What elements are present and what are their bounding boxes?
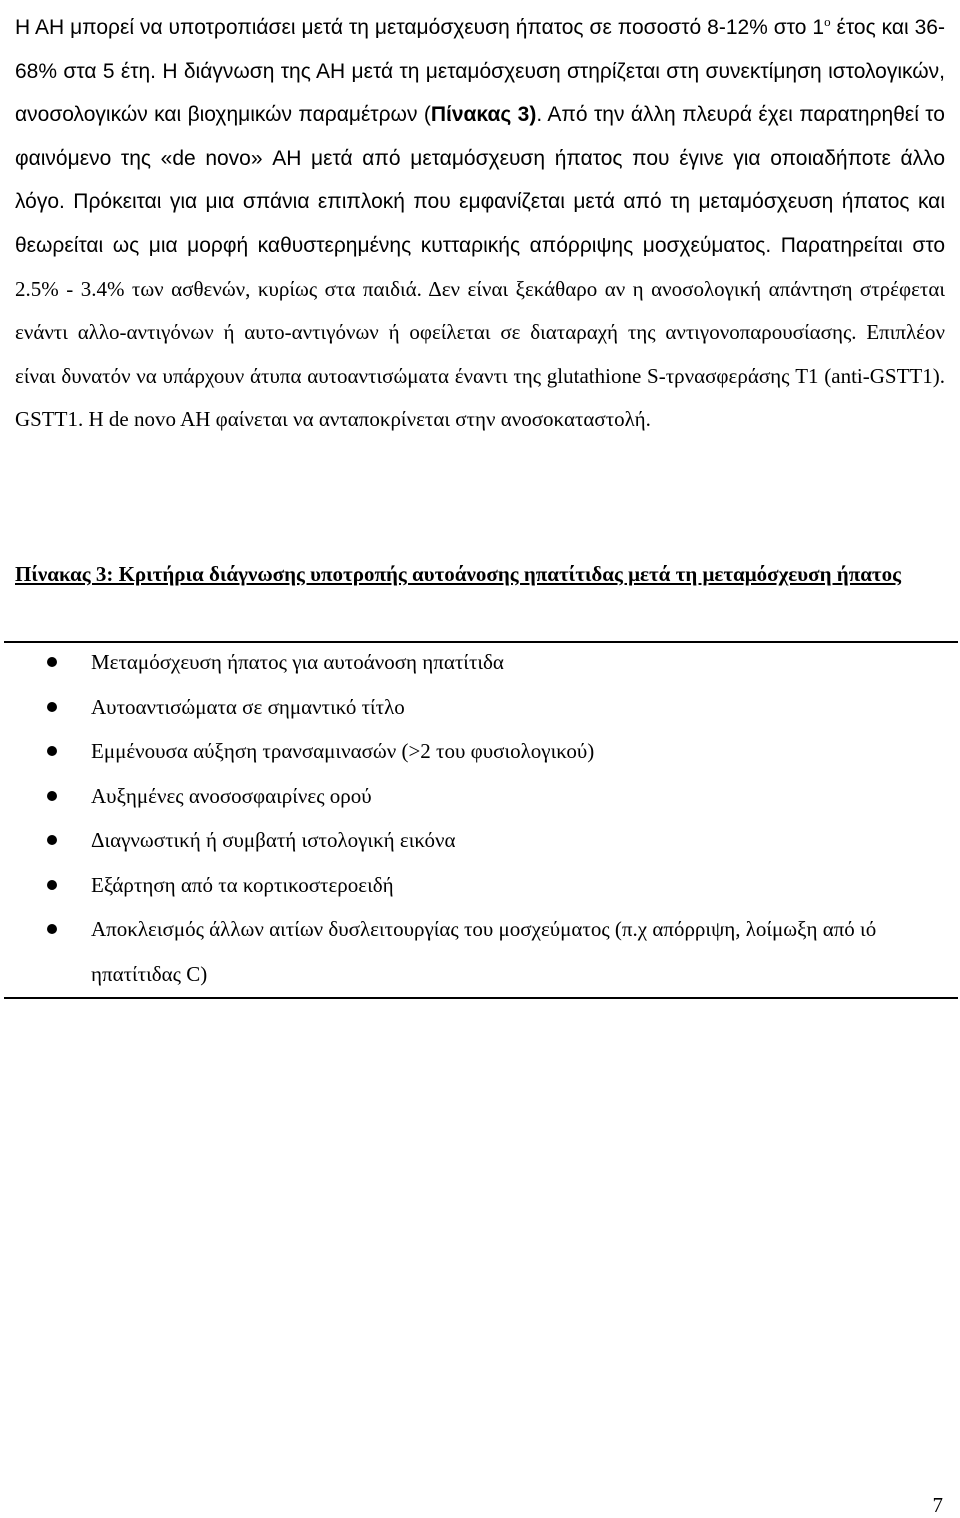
bullet-icon [47, 702, 57, 712]
criteria-item [0, 818, 891, 863]
bullet-icon [47, 791, 57, 801]
bullet-icon [47, 880, 57, 890]
criteria-item-text: Αυτοαντισώματα σε σημαντικό τίτλο [91, 694, 405, 719]
criteria-item [0, 685, 891, 730]
table-reference: Πίνακας 3) [430, 103, 537, 127]
criteria-item-text: Εμμένουσα αύξηση τρανσαμινασών (>2 του φυσιολογικού) [91, 739, 595, 763]
paragraph-part2: έτος και 36-68% στα 5 έτη. Η διάγνωση της ΑΗ μετά τη μεταμόσχευση στηρίζεται στη συνεκτίμηση ιστολογικών, ανοσολογικών και βιοχημικών παραμέτρων ( [15, 16, 945, 127]
bullet-icon [47, 835, 57, 845]
criteria-item [0, 863, 891, 908]
bullet-icon [47, 924, 57, 934]
bullet-icon [47, 746, 57, 756]
page-number: 7 [932, 1493, 943, 1517]
criteria-item-text: Μεταμόσχευση ήπατος για αυτοάνοση ηπατίτιδα [91, 650, 504, 674]
paragraph-part3: . Από την άλλη πλευρά έχει παρατηρηθεί το φαινόμενο της «de novo» ΑΗ μετά από μεταμόσχευση ήπατος που έγινε για οποιαδήποτε άλλο λόγο. Πρόκειται για μια σπάνια επιπλοκή που εμφανίζεται μετά από τη μεταμόσχευση ήπατος και θεωρείται ως μια μορφή καθυστερημένης κυτταρικής απόρριψης μοσχεύματος. Παρατηρείται στο [15, 103, 945, 257]
table-bottom-rule [4, 997, 958, 999]
criteria-item [0, 729, 891, 774]
criteria-item [0, 640, 891, 685]
paragraph-superscript: ο [824, 14, 831, 29]
bullet-icon [47, 657, 57, 667]
criteria-item-text: Εξάρτηση από τα κορτικοστεροειδή [91, 872, 394, 897]
table-caption: Πίνακας 3: Κριτήρια διάγνωσης υποτροπής αυτοάνοσης ηπατίτιδας μετά τη μεταμόσχευση ήπατος [15, 562, 901, 586]
criteria-item-text: Διαγνωστική ή συμβατή ιστολογική εικόνα [91, 828, 456, 852]
criteria-item-text: Αυξημένες ανοσοσφαιρίνες ορού [91, 783, 372, 808]
paragraph-part1: Η ΑΗ μπορεί να υποτροπιάσει μετά τη μεταμόσχευση ήπατος σε ποσοστό 8-12% στο 1 [15, 16, 825, 39]
paragraph-part4: 2.5% - 3.4% των ασθενών, κυρίως στα παιδιά. Δεν είναι ξεκάθαρο αν η ανοσολογική απάντηση στρέφεται ενάντι αλλο-αντιγόνων ή αυτο-αντιγόνων ή οφείλεται σε διαταραχή της αντιγονοπαρουσίασης. Επιπλέον είναι δυνατόν να υπάρχουν άτυπα αυτοαντισώματα έναντι της glutathione S-τρνασφεράσης T1 (anti-GSTT1). GSTT1. Η de novo AH φαίνεται να ανταποκρίνεται στην ανοσοκαταστολή. [15, 276, 945, 432]
criteria-item-text: Αποκλεισμός άλλων αιτίων δυσλειτουργίας του μοσχεύματος (π.χ απόρριψη, λοίμωξη από ιό ηπατίτιδας C) [91, 917, 877, 986]
body-paragraph [15, 0, 945, 442]
criteria-item [0, 907, 891, 996]
criteria-item [0, 774, 891, 819]
criteria-list [0, 640, 960, 996]
